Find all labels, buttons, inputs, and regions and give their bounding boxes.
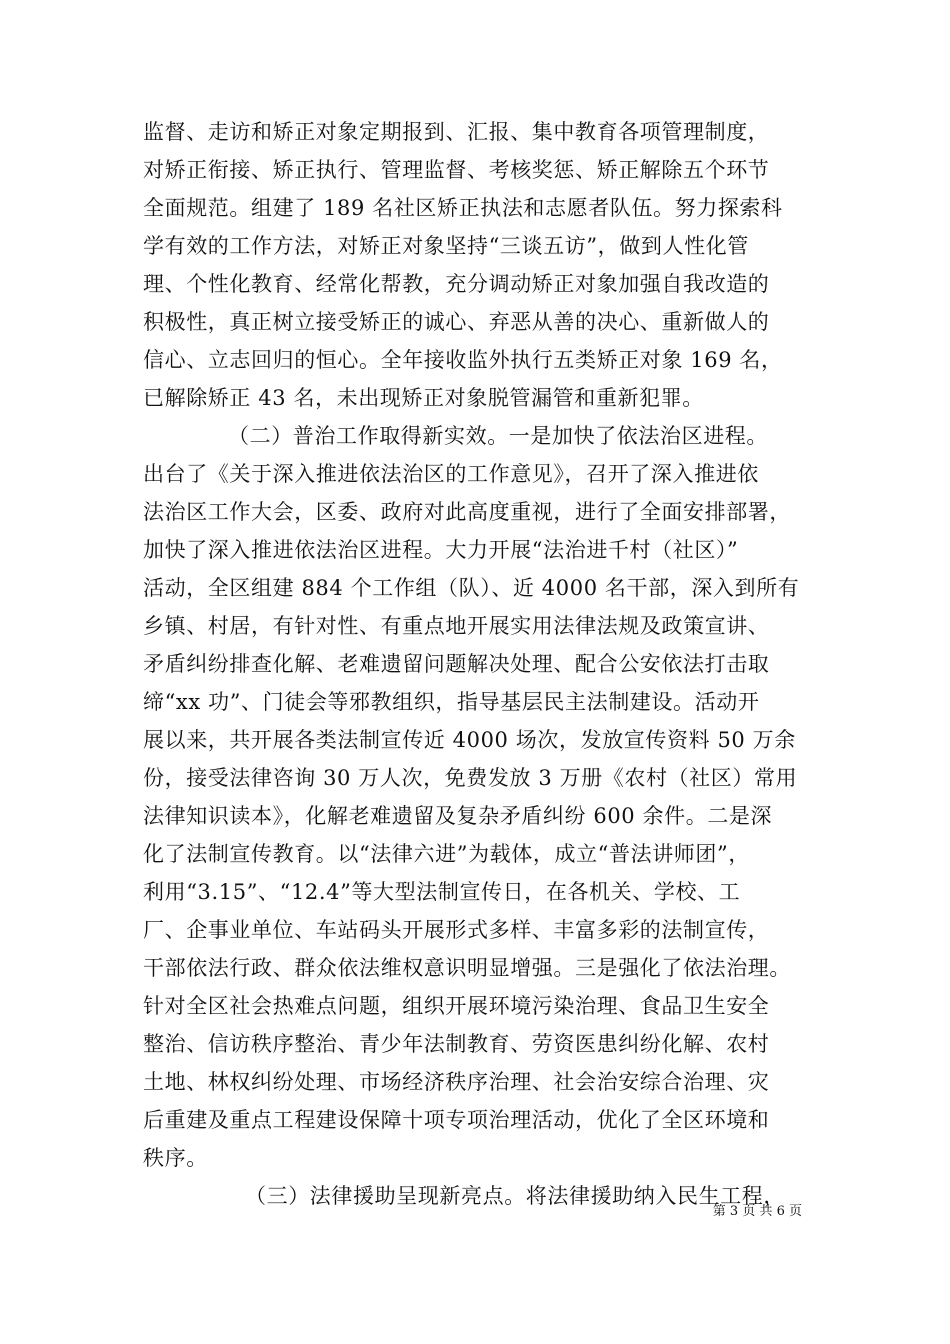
- body-text-line: 监督、走访和矫正对象定期报到、汇报、集中教育各项管理制度，: [143, 120, 770, 144]
- body-text-line: 全面规范。组建了 189 名社区矫正执法和志愿者队伍。努力探索科: [143, 196, 783, 220]
- body-text-line: 乡镇、村居，有针对性、有重点地开展实用法律法规及政策宣讲、: [143, 614, 770, 638]
- body-text-line: 秩序。: [143, 1146, 208, 1170]
- body-text-line: 加快了深入推进依法治区进程。大力开展“法治进千村（社区）”: [143, 538, 739, 562]
- body-text-line: 矛盾纠纷排查化解、老难遗留问题解决处理、配合公安依法打击取: [143, 652, 770, 676]
- body-text-line: 法治区工作大会，区委、政府对此高度重视，进行了全面安排部署，: [143, 500, 791, 524]
- body-text-line: 缔“xx 功”、门徒会等邪教组织，指导基层民主法制建设。活动开: [143, 690, 760, 714]
- body-text-line: 理、个性化教育、经常化帮教，充分调动矫正对象加强自我改造的: [143, 272, 770, 296]
- body-text-line: 信心、立志回归的恒心。全年接收监外执行五类矫正对象 169 名，: [143, 348, 783, 372]
- body-text-line: 化了法制宣传教育。以“法律六进”为载体，成立“普法讲师团”，: [143, 842, 750, 866]
- body-text-line: 针对全区社会热难点问题，组织开展环境污染治理、食品卫生安全: [143, 994, 770, 1018]
- body-text-line: 已解除矫正 43 名，未出现矫正对象脱管漏管和重新犯罪。: [143, 386, 704, 410]
- body-text-line: 法律知识读本》，化解老难遗留及复杂矛盾纠纷 600 余件。二是深: [143, 804, 773, 828]
- body-text-line: 整治、信访秩序整治、青少年法制教育、劳资医患纠纷化解、农村: [143, 1032, 770, 1056]
- body-text-line: 土地、林权纠纷处理、市场经济秩序治理、社会治安综合治理、灾: [143, 1070, 770, 1094]
- body-text-line: 学有效的工作方法，对矫正对象坚持“三谈五访”，做到人性化管: [143, 234, 749, 258]
- page-number-footer: 第 3 页 共 6 页: [712, 1204, 802, 1219]
- body-text-line: 展以来，共开展各类法制宣传近 4000 场次，发放宣传资料 50 万余: [143, 728, 796, 752]
- section-heading-line: （三）法律援助呈现新亮点。将法律援助纳入民生工程，: [245, 1184, 785, 1208]
- body-text-line: 活动，全区组建 884 个工作组（队）、近 4000 名干部，深入到所有: [143, 576, 800, 600]
- body-text-line: 干部依法行政、群众依法维权意识明显增强。三是强化了依法治理。: [143, 956, 791, 980]
- body-text-line: 对矫正衔接、矫正执行、管理监督、考核奖惩、矫正解除五个环节: [143, 158, 770, 182]
- body-text-line: 后重建及重点工程建设保障十项专项治理活动，优化了全区环境和: [143, 1108, 770, 1132]
- body-text-line: 出台了《关于深入推进依法治区的工作意见》，召开了深入推进依: [143, 462, 759, 486]
- body-text-line: 积极性，真正树立接受矫正的诚心、弃恶从善的决心、重新做人的: [143, 310, 770, 334]
- section-heading-line: （二）普治工作取得新实效。一是加快了依法治区进程。: [228, 424, 768, 448]
- body-text-line: 厂、企事业单位、车站码头开展形式多样、丰富多彩的法制宣传，: [143, 918, 770, 942]
- body-text-line: 利用“3.15”、“12.4”等大型法制宣传日，在各机关、学校、工: [143, 880, 741, 904]
- body-text-line: 份，接受法律咨询 30 万人次，免费发放 3 万册《农村（社区）常用: [143, 766, 798, 790]
